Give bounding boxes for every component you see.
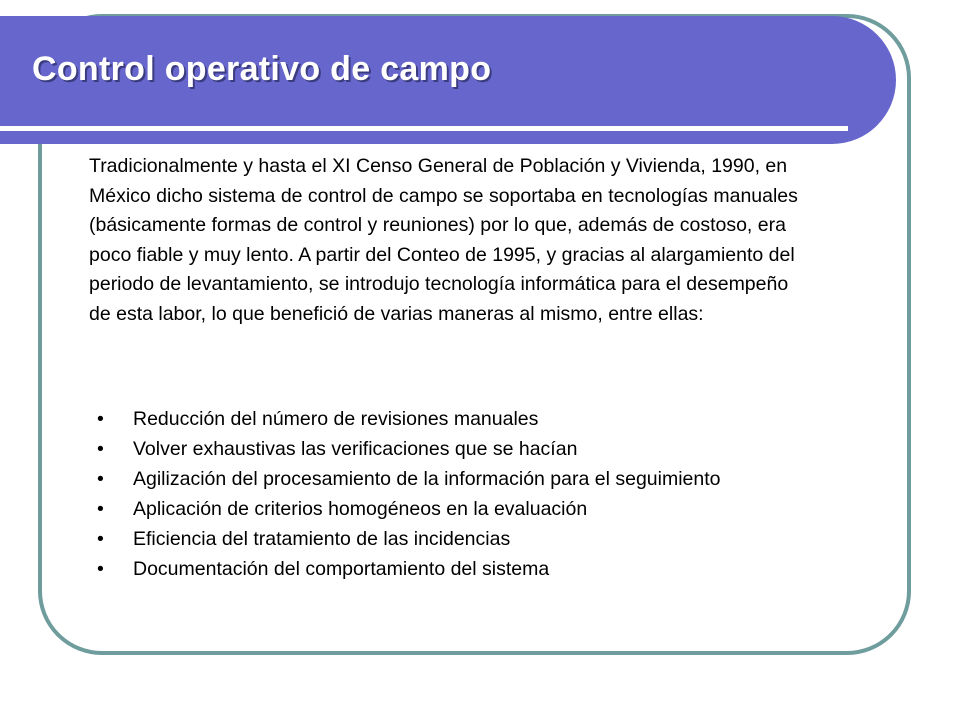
list-item xyxy=(89,526,789,553)
bullet-marker: • xyxy=(97,408,104,430)
list-item xyxy=(89,496,789,523)
list-item-text: Reducción del número de revisiones manuales xyxy=(133,408,539,430)
list-item-text: Volver exhaustivas las verificaciones que se hacían xyxy=(133,438,578,460)
list-item xyxy=(89,556,789,583)
list-item xyxy=(89,406,789,433)
bullet-marker: • xyxy=(97,498,104,520)
list-item-text: Aplicación de criterios homogéneos en la evaluación xyxy=(133,498,588,520)
list-item-text: Agilización del procesamiento de la información para el seguimiento xyxy=(133,468,721,490)
list-item xyxy=(89,466,789,493)
title-underline xyxy=(0,126,848,131)
intro-paragraph: Tradicionalmente y hasta el XI Censo General de Población y Vivienda, 1990, en México dicho sistema de control de campo se soportaba en tecnologías manuales (básicamente formas de control y reuniones) por lo que, además de costoso, era poco fiable y muy lento. A partir del Conteo de 1995, y gracias al alargamiento del periodo de levantamiento, se introdujo tecnología informática para el desempeño de esta labor, lo que benefició de varias maneras al mismo, entre ellas: xyxy=(89,155,798,325)
bullet-marker: • xyxy=(97,438,104,460)
benefits-list xyxy=(89,406,789,586)
list-item-text: Documentación del comportamiento del sistema xyxy=(133,558,550,580)
bullet-marker: • xyxy=(97,468,104,490)
bullet-marker: • xyxy=(97,528,104,550)
bullet-marker: • xyxy=(97,558,104,580)
list-item xyxy=(89,436,789,463)
list-item-text: Eficiencia del tratamiento de las incidencias xyxy=(133,528,511,550)
slide-title: Control operativo de campo xyxy=(32,50,492,88)
